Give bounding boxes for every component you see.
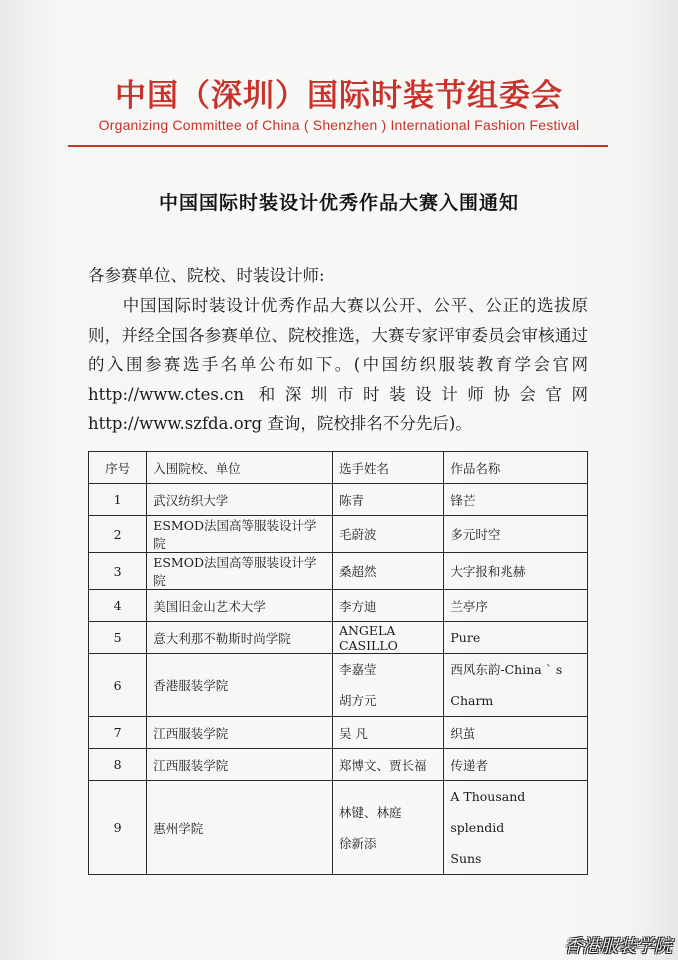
table-row [89,749,588,781]
cell-work-title [444,516,588,553]
cell-number: 2 [89,516,147,553]
cell-school: 美国旧金山艺术大学 [147,590,333,622]
cell-number: 1 [89,484,147,516]
work-title-line: 大字报和兆赫 [450,564,526,579]
cell-school: 惠州学院 [147,781,333,875]
work-title-line: 多元时空 [450,527,501,542]
cell-contestant [332,781,443,875]
table-row [89,553,588,590]
letterhead-org-name-cn: 中国（深圳）国际时装节组委会 [115,78,563,114]
cell-contestant [332,622,443,654]
header-number: 序号 [89,452,147,484]
table-row [89,654,588,717]
cell-number: 6 [89,654,147,717]
table-row [89,590,588,622]
table-row [89,781,588,875]
notice-title: 中国国际时装设计优秀作品大赛入围通知 [158,192,519,214]
cell-contestant [332,516,443,553]
header-contestant: 选手姓名 [332,452,443,484]
cell-school: 武汉纺织大学 [147,484,333,516]
cell-number: 7 [89,717,147,749]
cell-work-title [444,749,588,781]
contestant-name: 郑博文、贾长福 [338,757,427,773]
cell-work-title [444,717,588,749]
finalist-table [88,451,588,875]
cell-contestant [332,553,443,590]
work-title-line: Charm [450,693,494,708]
contestant-name: 李嘉莹 [338,662,377,677]
cell-work-title [444,654,588,717]
contestant-name: 吴 凡 [338,725,368,741]
contestant-name: ANGELA CASILLO [338,622,398,653]
cell-number: 4 [89,590,147,622]
letterhead-org-name-en: Organizing Committee of China ( Shenzhen ) International Fashion Festival [98,117,580,133]
contestant-name: 李方迪 [338,598,377,614]
cell-school: ESMOD法国高等服装设计学院 [147,516,333,553]
cell-school: 江西服装学院 [147,749,333,781]
cell-school: 江西服装学院 [147,717,333,749]
work-title-line: 传递者 [450,757,488,773]
cell-number: 3 [89,553,147,590]
work-title-line: Suns [450,851,482,866]
table-row [89,622,588,654]
work-title-line: 兰亭序 [450,598,488,614]
work-title-line: 织茧 [450,725,476,741]
cell-number: 9 [89,781,147,875]
work-title-line: 西风东韵-China ` s [450,662,563,677]
cell-number: 5 [89,622,147,654]
watermark: 香港服装学院 [564,936,672,957]
cell-work-title [444,622,588,654]
contestant-name: 桑超然 [338,564,377,579]
cell-school: 香港服装学院 [147,654,333,717]
cell-work-title [444,781,588,875]
table-row [89,516,588,553]
cell-school: ESMOD法国高等服装设计学院 [147,553,333,590]
work-title-line: 锋芒 [450,492,476,508]
notice-body [88,291,588,439]
contestant-name: 林键、林庭 [338,804,402,820]
letterhead-divider [68,145,608,147]
notice-salutation: 各参赛单位、院校、时装设计师: [88,266,325,285]
table-row [89,717,588,749]
cell-contestant [332,654,443,717]
cell-contestant [332,484,443,516]
cell-contestant [332,590,443,622]
notice-body-text: 中国国际时装设计优秀作品大赛以公开、公平、公正的选拔原则，并经全国各参赛单位、院校推选，大赛专家评审委员会审核通过的入围参赛选手名单公布如下。(中国纺织服装教育学会官网 http://www.ctes.cn 和深圳市时装设计师协会官网 http://www.szfda.org 查询，院校排名不分先后)。 [88,296,588,433]
contestant-name: 徐新添 [338,835,377,851]
header-work-title: 作品名称 [444,452,588,484]
work-title-line: A Thousand splendid [450,789,526,835]
cell-school: 意大利那不勒斯时尚学院 [147,622,333,654]
work-title-line: Pure [450,630,481,645]
contestant-name: 胡方元 [338,693,377,708]
cell-contestant [332,717,443,749]
cell-contestant [332,749,443,781]
cell-work-title [444,553,588,590]
cell-work-title [444,484,588,516]
table-row [89,484,588,516]
table-header-row [89,452,588,484]
contestant-name: 陈青 [338,492,364,508]
header-school: 入围院校、单位 [147,452,333,484]
cell-work-title [444,590,588,622]
cell-number: 8 [89,749,147,781]
contestant-name: 毛蔚波 [338,527,377,542]
